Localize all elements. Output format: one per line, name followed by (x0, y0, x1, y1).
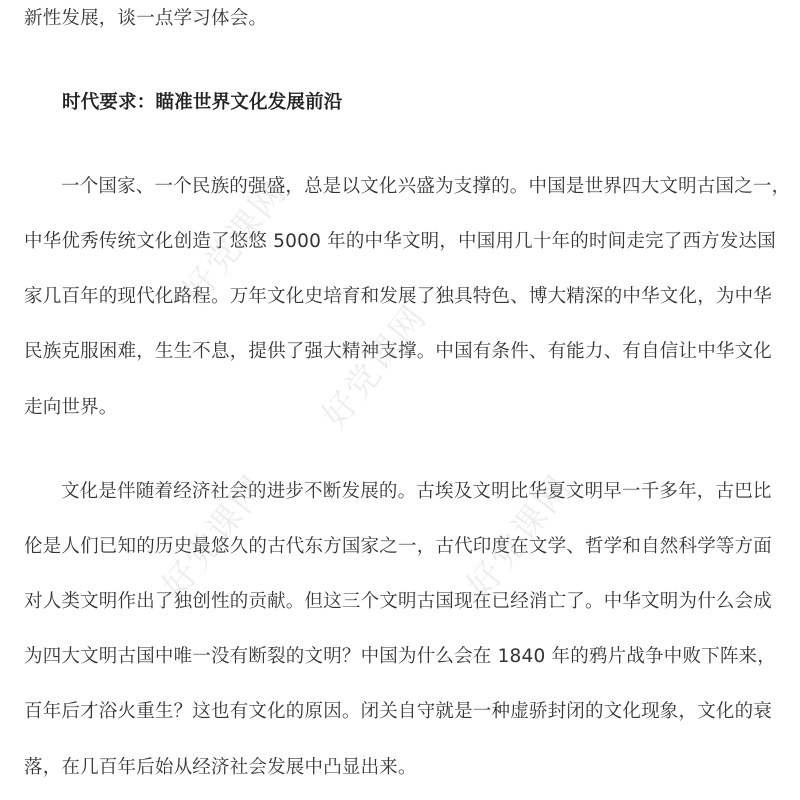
paragraph1-line: 一个国家、一个民族的强盛，总是以文化兴盛为支撑的。中国是世界四大文明古国之一， (61, 176, 791, 197)
paragraph1-line: 中华优秀传统文化创造了悠悠 5000 年的中华文明，中国用几十年的时间走完了西方发达国 (24, 231, 776, 252)
watermark: 好党课网 (174, 172, 295, 311)
paragraph2-line: 文化是伴随着经济社会的进步不断发展的。古埃及文明比华夏文明早一千多年，古巴比 (61, 481, 772, 502)
paragraph2-line: 对人类文明作出了独创性的贡献。但这三个文明古国现在已经消亡了。中华文明为什么会成 (24, 591, 773, 612)
paragraph2-line: 伦是人们已知的历史最悠久的古代东方国家之一，古代印度在文学、哲学和自然科学等方面 (24, 536, 773, 557)
section-heading: 时代要求：瞄准世界文化发展前沿 (62, 92, 343, 113)
paragraph2-line: 百年后才浴火重生？这也有文化的原因。闭关自守就是一种虚骄封闭的文化现象，文化的衰 (24, 701, 773, 722)
paragraph2-line: 落，在几百年后始从经济社会发展中凸显出来。 (24, 757, 417, 778)
intro-tail-line: 新性发展，谈一点学习体会。 (24, 8, 268, 29)
watermark: 好党课网 (154, 467, 275, 606)
paragraph2-line: 为四大文明古国中唯一没有断裂的文明？中国为什么会在 1840 年的鸦片战争中败下阵来， (24, 646, 776, 667)
watermark: 好党课网 (314, 297, 435, 436)
paragraph1-line: 民族克服困难，生生不息，提供了强大精神支撑。中国有条件、有能力、有自信让中华文化 (24, 341, 773, 362)
paragraph1-line: 走向世界。 (24, 397, 118, 418)
paragraph1-line: 家几百年的现代化路程。万年文化史培育和发展了独具特色、博大精深的中华文化，为中华 (24, 286, 773, 307)
watermark: 好党课网 (459, 467, 580, 606)
